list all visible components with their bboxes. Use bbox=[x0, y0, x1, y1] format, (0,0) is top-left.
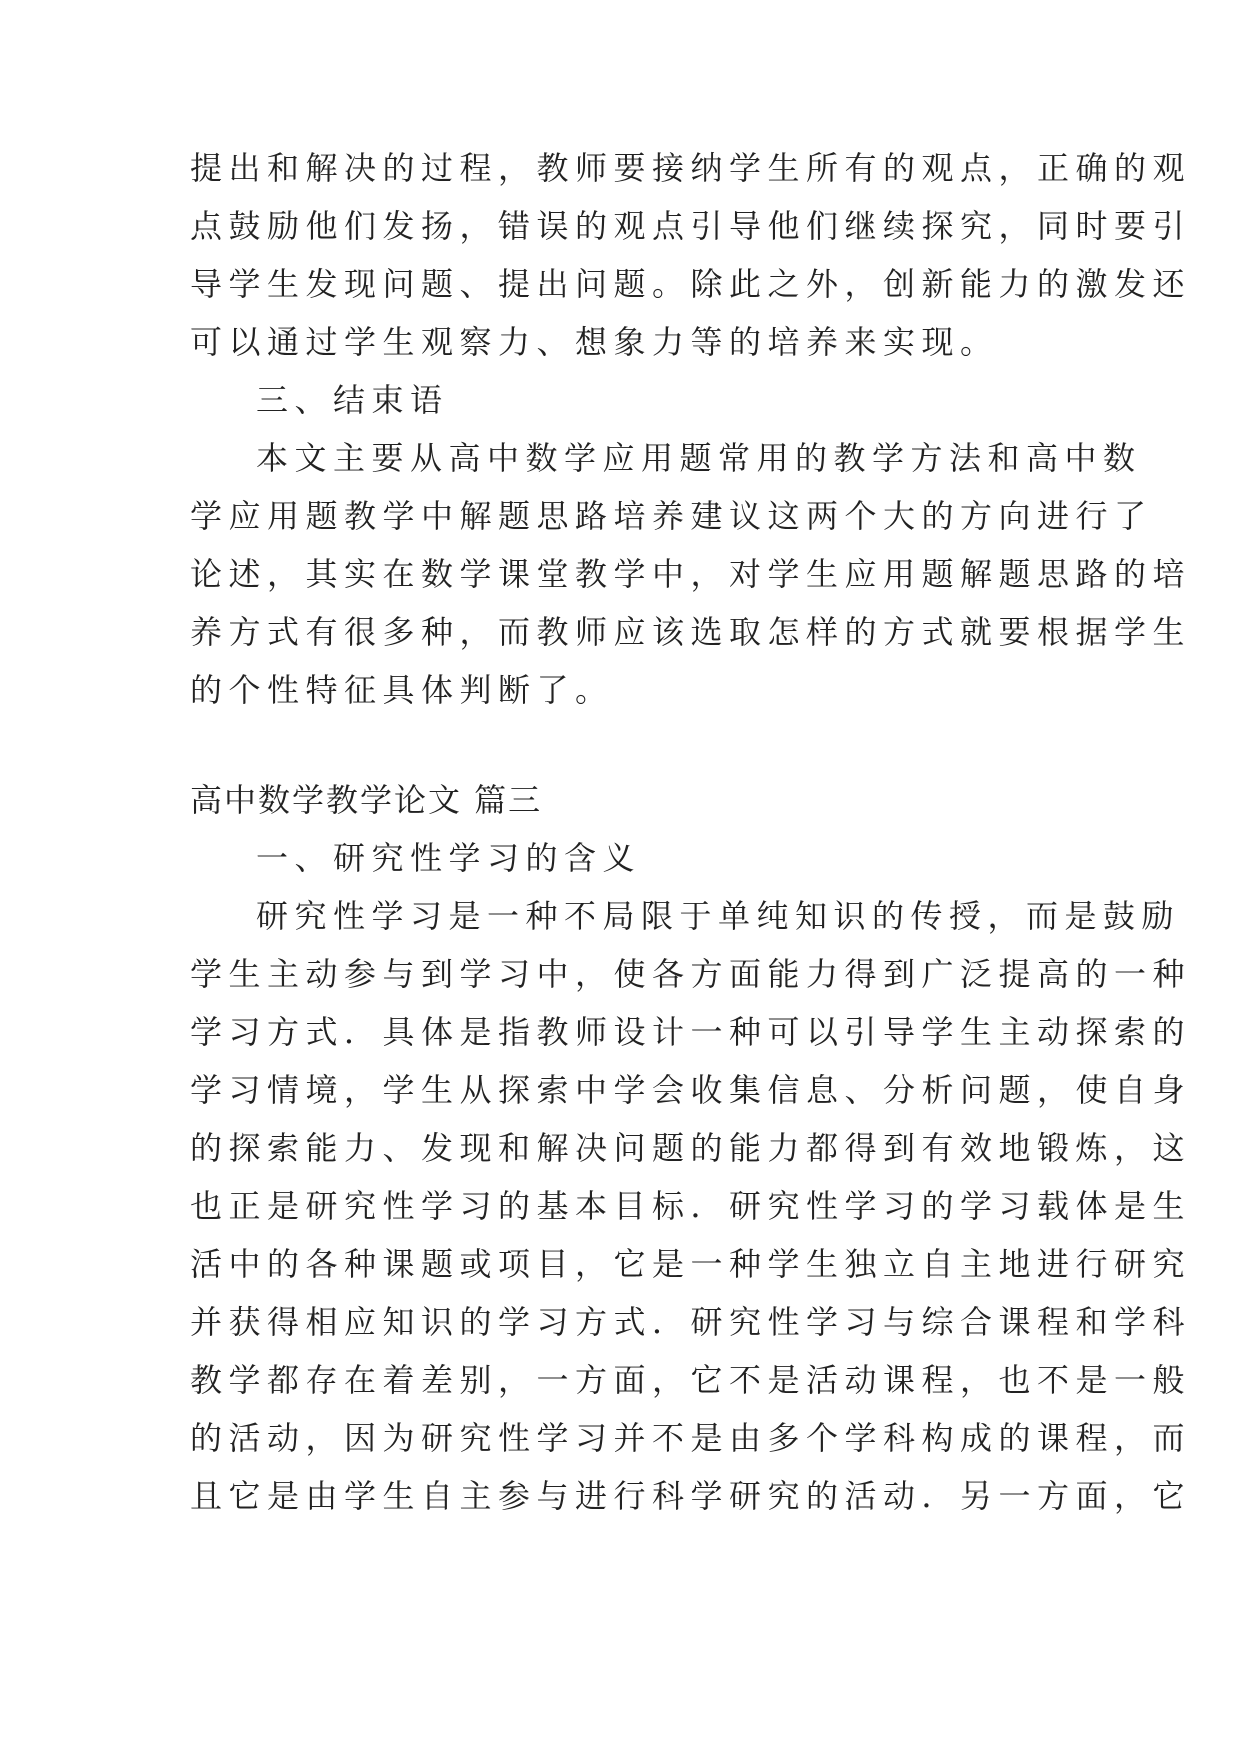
paragraph-line: 论述，其实在数学课堂教学中，对学生应用题解题思路的培 bbox=[190, 555, 1192, 593]
paragraph-line: 活中的各种课题或项目，它是一种学生独立自主地进行研究 bbox=[190, 1245, 1192, 1283]
paragraph-line: 学生主动参与到学习中，使各方面能力得到广泛提高的一种 bbox=[190, 955, 1192, 993]
paragraph-line: 学习情境，学生从探索中学会收集信息、分析问题，使自身 bbox=[190, 1071, 1192, 1109]
paragraph-line: 可以通过学生观察力、想象力等的培养来实现。 bbox=[190, 323, 999, 361]
section-title: 高中数学教学论文 篇三 bbox=[190, 781, 543, 819]
paragraph-line: 本文主要从高中数学应用题常用的教学方法和高中数 bbox=[256, 439, 1142, 477]
paragraph-line: 的活动，因为研究性学习并不是由多个学科构成的课程，而 bbox=[190, 1419, 1192, 1457]
paragraph-line: 提出和解决的过程，教师要接纳学生所有的观点，正确的观 bbox=[190, 149, 1192, 187]
section-heading: 一、研究性学习的含义 bbox=[256, 839, 642, 877]
paragraph-line: 导学生发现问题、提出问题。除此之外，创新能力的激发还 bbox=[190, 265, 1192, 303]
paragraph-line: 学应用题教学中解题思路培养建议这两个大的方向进行了 bbox=[190, 497, 1153, 535]
paragraph-line: 研究性学习是一种不局限于单纯知识的传授，而是鼓励 bbox=[256, 897, 1181, 935]
paragraph-line: 也正是研究性学习的基本目标．研究性学习的学习载体是生 bbox=[190, 1187, 1192, 1225]
paragraph-line: 的个性特征具体判断了。 bbox=[190, 671, 614, 709]
paragraph-line: 且它是由学生自主参与进行科学研究的活动．另一方面，它 bbox=[190, 1477, 1192, 1515]
paragraph-line: 的探索能力、发现和解决问题的能力都得到有效地锻炼，这 bbox=[190, 1129, 1192, 1167]
paragraph-line: 点鼓励他们发扬，错误的观点引导他们继续探究，同时要引 bbox=[190, 207, 1192, 245]
paragraph-line: 学习方式．具体是指教师设计一种可以引导学生主动探索的 bbox=[190, 1013, 1192, 1051]
paragraph-line: 养方式有很多种，而教师应该选取怎样的方式就要根据学生 bbox=[190, 613, 1192, 651]
paragraph-line: 教学都存在着差别，一方面，它不是活动课程，也不是一般 bbox=[190, 1361, 1192, 1399]
conclusion-heading: 三、结束语 bbox=[256, 381, 449, 419]
paragraph-line: 并获得相应知识的学习方式．研究性学习与综合课程和学科 bbox=[190, 1303, 1192, 1341]
